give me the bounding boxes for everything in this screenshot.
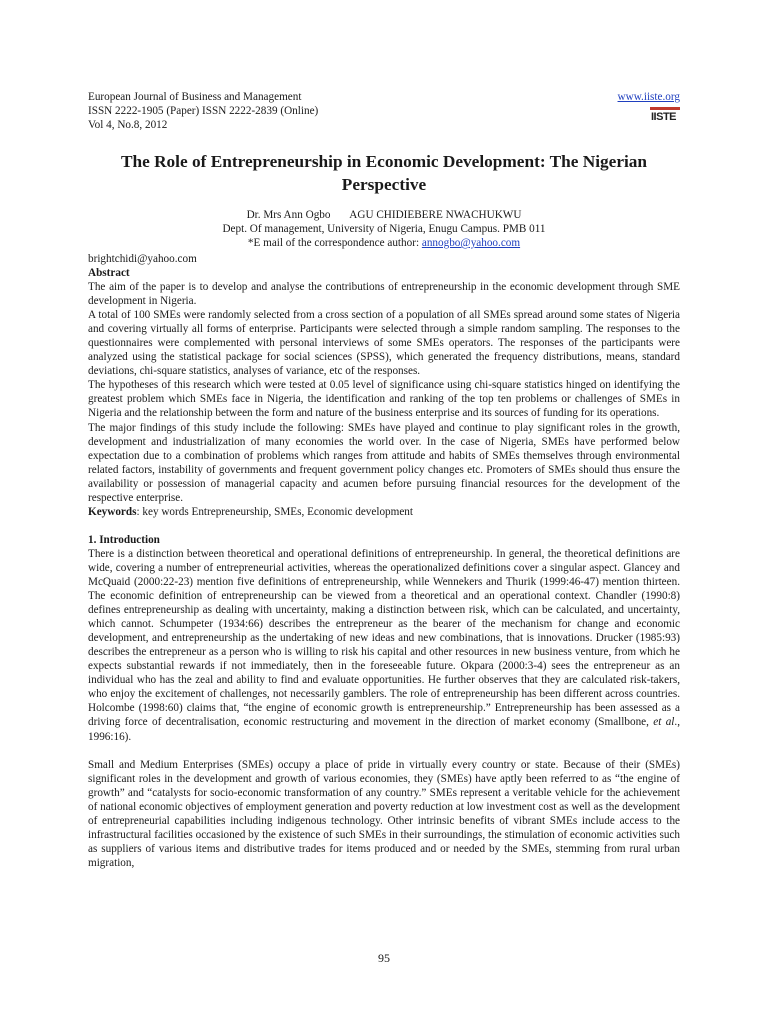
- abstract-paragraph: The hypotheses of this research which were tested at 0.05 level of significance using chi-square statistics hinged on identifying the greatest problem which SMEs face in Nigeria, the identification and ranking of the top ten problems or challenges of SMEs in Nigeria and the relationship between the form and nature of the business enterprise and its sources of funding for its operations.: [88, 379, 680, 420]
- journal-name: European Journal of Business and Management: [88, 91, 302, 103]
- introduction-paragraph: [88, 547, 680, 744]
- journal-issn: ISSN 2222-1905 (Paper) ISSN 2222-2839 (Online): [88, 105, 319, 117]
- journal-volume: Vol 4, No.8, 2012: [88, 119, 168, 131]
- abstract-paragraph: The major findings of this study include the following: SMEs have played and continue to play significant roles in the growth, development and industrialization of many economies the world over. In the case of Nigeria, SMEs have performed below expectation due to a combination of problems which ranges from attitude and habits of SMEs themselves through environmental related factors, instability of governments and frequent government policy changes etc. Promoters of SMEs should thus ensure the availability or possession of managerial capacity and acumen before pursuing financial resources for the development of the respective enterprise.: [88, 421, 680, 504]
- keywords-label: Keywords: [88, 505, 137, 518]
- affiliation: Dept. Of management, University of Nigeria, Enugu Campus. PMB 011: [222, 223, 546, 235]
- abstract-paragraph: The aim of the paper is to develop and analyse the contributions of entrepreneurship in the economic development through SME development in Nigeria.: [88, 281, 680, 308]
- correspondence-label: *E mail of the correspondence author:: [247, 237, 422, 249]
- introduction-heading: 1. Introduction: [88, 533, 160, 546]
- intro-text: There is a distinction between theoretical and operational definitions of entrepreneurship. In general, the theoretical definitions are wide, covering a number of entrepreneurial activities, whereas the operationalized definitions cover a singular aspect. Glancey and McQuaid (2000:22-23) mention five definitions of entrepreneurship, while Wennekers and Thurik (1999:46-47) mention thirteen. The economic definition of entrepreneurship can be viewed from a theoretical and an operational context. Chandler (1990:8) defines entrepreneurship as dealing with uncertainty, making a distinction between risk, which can be calculated, and uncertainty, which cannot. Schumpeter (1934:66) describes the entrepreneur as the bearer of the mechanism for change and economic development, and entrepreneurship as the undertaking of new ideas and new combinations, that is innovations. Drucker (1985:93) describes the entrepreneur as a person who is willing to risk his capital and other resources in new business venture, from which he expects substantial rewards if not immediately, then in the foreseeable future. Okpara (2000:3-4) sees the entrepreneur as an individual who has the zeal and ability to find and evaluate opportunities. He further observes that they are calculated risk-takers, who enjoy the excitement of challenges, not necessarily gamblers. The role of entrepreneurship has been different across countries. Holcombe (1998:60) claims that, “the engine of economic growth is entrepreneurship.” Entrepreneurship has been assessed as a driving force of decentralisation, economic restructuring and movement in the direction of market economy (Smallbone,: [88, 547, 680, 729]
- abstract-paragraph: A total of 100 SMEs were randomly selected from a cross section of a population of all SMEs spread around some states of Nigeria and covering virtually all forms of enterprise. Participants were selected through a simple random sampling. The responses to the questionnaires were complemented with personal interviews of some SMEs operators. The responses of the participants were analyzed using the statistical package for social sciences (SPSS), which generated the frequency distributions, means, standard deviations, chi-square statistics, analyses of variance, etc of the responses.: [88, 309, 680, 378]
- author-2: AGU CHIDIEBERE NWACHUKWU: [349, 209, 522, 221]
- iiste-logo-icon: [650, 106, 680, 126]
- intro-text: ., 1996:16).: [88, 716, 681, 743]
- keywords-text: : key words Entrepreneurship, SMEs, Economic development: [136, 505, 414, 518]
- journal-header: [88, 90, 318, 132]
- page-number: 95: [378, 951, 390, 965]
- intro-italic: et al: [653, 716, 675, 729]
- correspondence-email-link[interactable]: annogbo@yahoo.com: [421, 237, 521, 249]
- author-block: [88, 208, 680, 250]
- correspondence: [88, 236, 680, 250]
- paper-title: The Role of Entrepreneurship in Economic Development: The Nigerian Perspective: [120, 152, 648, 194]
- journal-header-right: [618, 90, 680, 130]
- introduction-paragraph: Small and Medium Enterprises (SMEs) occupy a place of pride in virtually every country or state. Because of their (SMEs) significant roles in the development and growth of various economies, they (SMEs) have aptly been referred to as “the engine of growth” and “catalysts for socio-economic transformation of any country.” SMEs represent a veritable vehicle for the achievement of national economic objectives of employment generation and poverty reduction at low investment cost as well as the development of entrepreneurial capabilities including indigenous technology. Other intrinsic benefits of vibrant SMEs include access to the infrastructural facilities occasioned by the existence of such SMEs in their surroundings, the stimulation of economic activities such as suppliers of various items and distributive trades for items produced and or needed by the SMEs, stemming from rural urban migration,: [88, 758, 680, 869]
- abstract-heading: Abstract: [88, 267, 130, 279]
- second-email: brightchidi@yahoo.com: [88, 253, 197, 265]
- author-1: Dr. Mrs Ann Ogbo: [246, 209, 331, 221]
- keywords-line: [88, 505, 680, 519]
- paper-body: [88, 266, 680, 870]
- website-link[interactable]: www.iiste.org: [617, 91, 680, 103]
- logo-text: IISTE: [651, 111, 677, 123]
